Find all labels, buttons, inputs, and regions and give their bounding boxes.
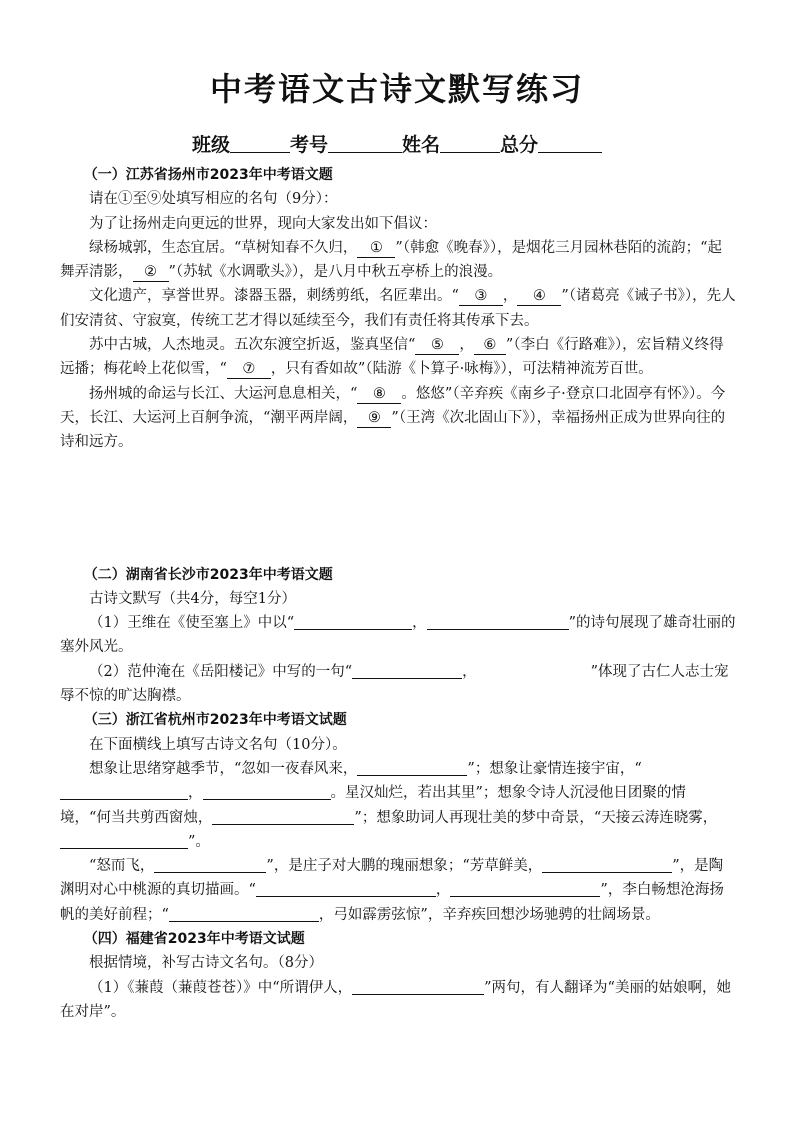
text-span: ”（王湾《次北固山下》），幸福扬州正成为世界向往的诗和远方。 bbox=[60, 409, 726, 451]
blank-5[interactable]: ⑤ bbox=[415, 336, 459, 355]
section2-heading: （二）湖南省长沙市2023年中考语文题 bbox=[83, 566, 333, 583]
text-span: （1）王维在《使至塞上》中以“ bbox=[89, 615, 295, 632]
section2-instruction: 古诗文默写（共4分，每空1分） bbox=[89, 590, 296, 607]
text-span: 扬州城的命运与长江、大运河息息相关，“ bbox=[89, 385, 358, 402]
text-span: ， bbox=[435, 882, 451, 899]
text-span: ， bbox=[502, 288, 518, 305]
text-span: 苏中古城，人杰地灵。五次东渡空折返，鉴真坚信“ bbox=[89, 337, 416, 354]
blank-2[interactable]: ② bbox=[133, 263, 169, 282]
text-span: ”；想象让豪情连接宇宙，“ bbox=[467, 760, 642, 777]
text-span: ， bbox=[462, 663, 477, 680]
text-span: ， bbox=[188, 785, 203, 802]
answer-blank[interactable] bbox=[203, 783, 331, 800]
section1-paragraph-1 bbox=[60, 236, 736, 285]
student-info-line bbox=[0, 130, 794, 157]
section3-instruction: 在下面横线上填写古诗文名句（10分）。 bbox=[89, 736, 347, 753]
text-span: ”（诸葛亮《诫子书》），先人们安清贫、守寂寞，传统工艺才得以延续至今，我们有责任将其传承下去。 bbox=[60, 288, 736, 329]
text-span: ， bbox=[459, 337, 474, 354]
text-span: 绿杨城郭，生态宜居。“草树知春不久归， bbox=[89, 239, 358, 256]
number-label: 考号 bbox=[289, 134, 328, 156]
text-span: 。悠悠”（辛弃疾《南乡子·登京口北固亭有怀》）。今天，长江、大运河上百舸争流，“潮平两岸阔， bbox=[60, 385, 726, 426]
text-span: ”，是庄子对大鹏的瑰丽想象；“芳草鲜美， bbox=[266, 858, 543, 875]
blank-3[interactable]: ③ bbox=[459, 287, 503, 306]
text-span: ”，李白畅想沧海扬帆的美好前程；“ bbox=[60, 882, 724, 923]
text-span: 。星汉灿烂，若出其里”；想象令诗人沉浸他日团聚的情境，“何当共剪西窗烛， bbox=[60, 785, 686, 826]
text-span: ”的诗句展现了雄奇壮丽的塞外风光。 bbox=[60, 615, 736, 656]
answer-blank[interactable] bbox=[427, 613, 569, 630]
text-span: ”体现了古仁人志士宠辱不惊的旷达胸襟。 bbox=[60, 663, 729, 705]
text-span: （1）《蒹葭（蒹葭苍苍）》中“所谓伊人， bbox=[89, 979, 353, 996]
text-span: “怒而飞， bbox=[89, 858, 155, 875]
answer-space bbox=[60, 455, 736, 563]
blank-7[interactable]: ⑦ bbox=[227, 360, 271, 379]
text-span: ”（韩愈《晚春》），是烟花三月园林巷陌的流韵；“起舞弄清影， bbox=[60, 239, 722, 281]
answer-blank[interactable] bbox=[154, 856, 266, 873]
blank-4[interactable]: ④ bbox=[517, 287, 561, 306]
section4-heading: （四）福建省2023年中考语文试题 bbox=[83, 931, 305, 948]
answer-blank[interactable] bbox=[212, 808, 354, 825]
section3-paragraph-2 bbox=[60, 854, 736, 927]
section1-paragraph-3 bbox=[60, 333, 736, 382]
section1-intro: 为了让扬州走向更远的世界，现向大家发出如下倡议： bbox=[89, 215, 437, 232]
section4-instruction: 根据情境，补写古诗文名句。（8分） bbox=[89, 955, 323, 972]
text-span: ，只有香如故”（陆游《卜算子·咏梅》），可法精神流芳百世。 bbox=[270, 361, 653, 378]
answer-blank[interactable] bbox=[294, 613, 412, 630]
blank-6[interactable]: ⑥ bbox=[474, 336, 506, 355]
section1-paragraph-4 bbox=[60, 382, 736, 455]
answer-blank[interactable] bbox=[357, 759, 467, 776]
answer-blank[interactable] bbox=[352, 978, 484, 995]
worksheet-content bbox=[60, 163, 736, 1024]
section3-heading: （三）浙江省杭州市2023年中考语文试题 bbox=[83, 712, 347, 729]
score-blank[interactable] bbox=[538, 134, 602, 153]
class-label: 班级 bbox=[191, 134, 230, 156]
section1-heading: （一）江苏省扬州市2023年中考语文题 bbox=[83, 167, 333, 183]
text-span: ”。 bbox=[188, 833, 210, 850]
answer-blank[interactable] bbox=[477, 662, 591, 679]
text-span: ”（李白《行路难》），宏旨精义终得远播；梅花岭上花似雪，“ bbox=[60, 337, 724, 378]
section1-instruction: 请在①至⑨处填写相应的名句（9分）： bbox=[89, 191, 338, 208]
answer-blank[interactable] bbox=[256, 880, 436, 897]
page-title: 中考语文古诗文默写练习 bbox=[209, 70, 584, 108]
text-span: （2）范仲淹在《岳阳楼记》中写的一句“ bbox=[89, 663, 353, 680]
section3-paragraph-1 bbox=[60, 757, 736, 854]
answer-blank[interactable] bbox=[450, 880, 600, 897]
text-span: 文化遗产，享誉世界。漆器玉器，刺绣剪纸，名匠辈出。“ bbox=[89, 288, 459, 305]
blank-8[interactable]: ⑧ bbox=[357, 385, 401, 404]
text-span: ”，是陶渊明对心中桃源的真切描画。“ bbox=[60, 858, 724, 899]
text-span: 想象让思绪穿越季节，“忽如一夜春风来， bbox=[89, 760, 358, 777]
name-label: 姓名 bbox=[402, 134, 441, 156]
text-span: ”两句，有人翻译为“美丽的姑娘啊，她在对岸”。 bbox=[60, 979, 731, 1020]
section4-question-1 bbox=[60, 976, 736, 1025]
text-span: ， bbox=[412, 615, 427, 632]
class-blank[interactable] bbox=[230, 134, 290, 153]
text-span: ”；想象助词人再现壮美的梦中奇景，“天接云涛连晓雾， bbox=[354, 809, 718, 826]
text-span: ，弓如霹雳弦惊”，辛弃疾回想沙场驰骋的壮阔场景。 bbox=[318, 906, 660, 923]
answer-blank[interactable] bbox=[169, 905, 319, 922]
answer-blank[interactable] bbox=[352, 662, 462, 679]
section2-question-2 bbox=[60, 660, 736, 709]
answer-blank[interactable] bbox=[60, 783, 188, 800]
section2-question-1 bbox=[60, 611, 736, 660]
blank-9[interactable]: ⑨ bbox=[357, 409, 391, 428]
blank-1[interactable]: ① bbox=[357, 239, 395, 258]
name-blank[interactable] bbox=[440, 134, 500, 153]
score-label: 总分 bbox=[500, 134, 539, 156]
number-blank[interactable] bbox=[328, 134, 402, 153]
answer-blank[interactable] bbox=[60, 832, 188, 849]
text-span: ”（苏轼《水调歌头》），是八月中秋五亭桥上的浪漫。 bbox=[168, 264, 503, 281]
section1-paragraph-2 bbox=[60, 284, 736, 333]
answer-blank[interactable] bbox=[542, 856, 672, 873]
